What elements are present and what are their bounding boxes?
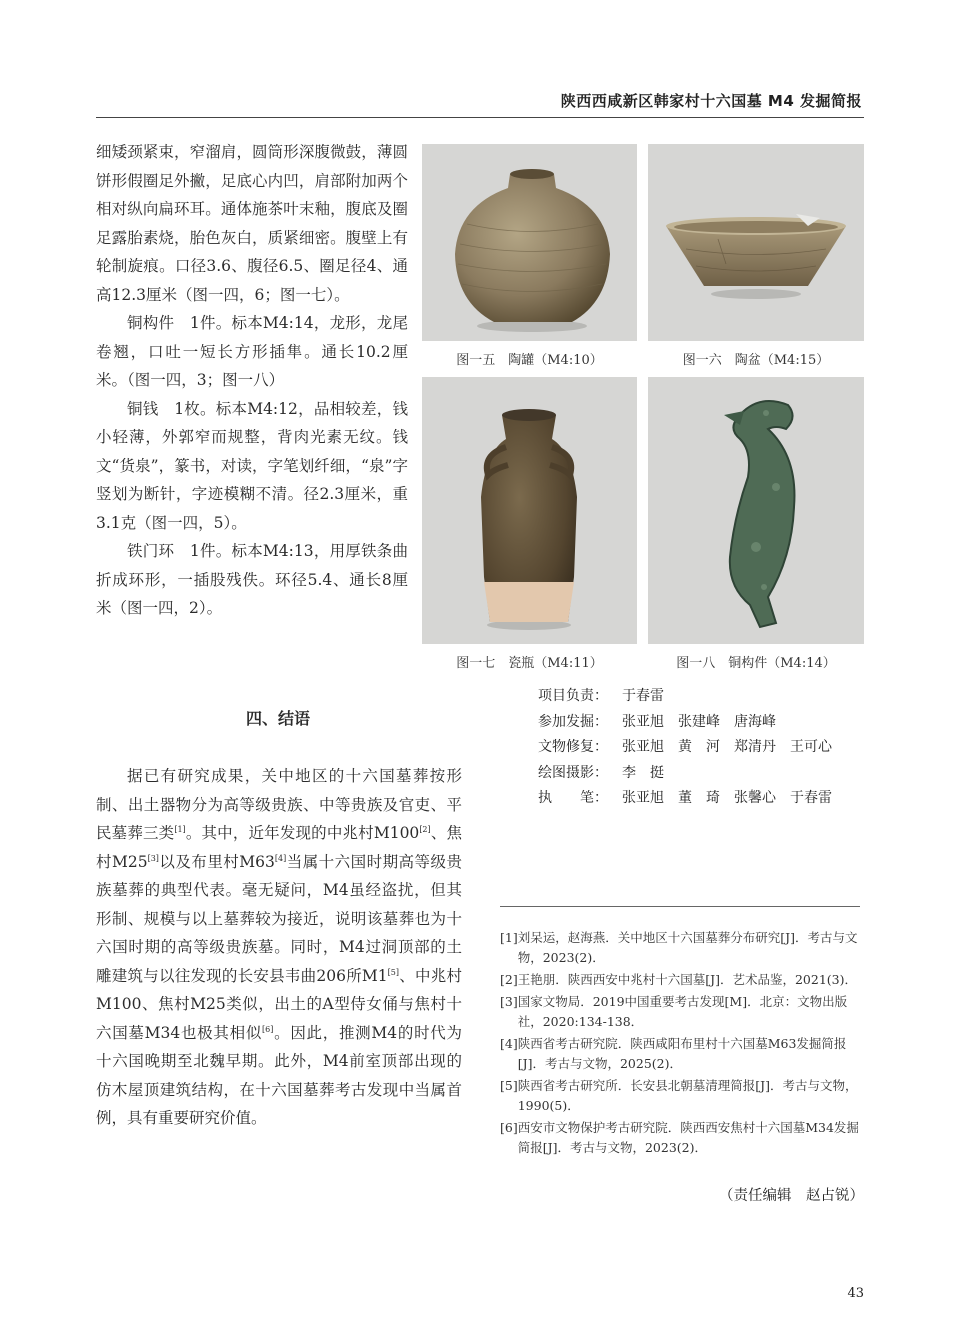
citation-1[interactable]: [1] [174, 824, 186, 834]
project-credits [538, 684, 846, 812]
reference-item: [6] 西安市文物保护考古研究院．陕西西安焦村十六国墓M34发掘简报[J]．考古与文物，2023(2)． [500, 1120, 859, 1155]
citation-3[interactable]: [3] [147, 853, 159, 863]
reference-item: [5] 陕西省考古研究所．长安县北朝墓清理简报[J]．考古与文物，1990(5)． [500, 1078, 858, 1113]
porcelain-vase-image [422, 377, 637, 644]
running-header: 陕西西咸新区韩家村十六国墓 M4 发掘简报 [560, 92, 862, 110]
references-list [500, 928, 866, 1160]
paragraph-bronze-fitting: 铜构件 1件。标本M4:14，龙形，龙尾卷翘，口吐一短长方形插隼。通长10.2厘米。（图一四，3；图一八） [96, 314, 408, 389]
paragraph-vase-description: 细矮颈紧束，窄溜肩，圆筒形深腹微鼓，薄圆饼形假圈足外撇，足底心内凹，肩部附加两个相对纵向扁环耳。通体施茶叶末釉，腹底及圈足露胎素烧，胎色灰白，质紧细密。腹壁上有轮制旋痕。口径3.6、腹径6.5、圈足径4、通高12.3厘米（图一四，6；图一七）。 [96, 143, 408, 304]
header-rule [96, 117, 864, 118]
pottery-basin-image [648, 144, 864, 341]
figure-porcelain-vase [422, 377, 637, 644]
citation-2[interactable]: [2] [419, 824, 431, 834]
citation-5[interactable]: [5] [387, 967, 400, 977]
reference-item: [2] 王艳朋．陕西西安中兆村十六国墓[J]．艺术品鉴，2021(3)． [500, 972, 858, 987]
credit-row-restoration: 文物修复： 张亚旭 黄 河 郑清丹 王可心 [538, 739, 832, 755]
responsible-editor: （责任编辑 赵占锐） [719, 1188, 864, 1204]
credit-row-authors: 执 笔： 张亚旭 董 琦 张馨心 于春雷 [538, 790, 832, 806]
credit-row-drawing-photography: 绘图摄影： 李 挺 [538, 764, 664, 781]
paragraph-iron-ring: 铁门环 1件。标本M4:13，用厚铁条曲折成环形，一插股残佚。环径5.4、通长8厘米（图一四，2）。 [96, 542, 408, 617]
reference-item: [4] 陕西省考古研究院．陕西咸阳布里村十六国墓M63发掘简报[J]．考古与文物，2025(2)． [500, 1036, 847, 1071]
references-rule [500, 906, 860, 907]
reference-item: [1] 刘呆运，赵海燕．关中地区十六国墓葬分布研究[J]．考古与文物，2023(2)． [500, 930, 858, 965]
figure-caption-17: 图一七 瓷瓶（M4:11） [456, 656, 603, 671]
credit-row-project-lead: 项目负责： 于春雷 [538, 688, 664, 704]
paragraph-bronze-coin: 铜钱 1枚。标本M4:12，品相较差，钱小轻薄，外郭窄而规整，背肉光素无纹。钱文“货泉”，篆书，对读，字笔划纤细，“泉”字竖划为断针，字迹模糊不清。径2.3厘米，重3.1克（图一四，5）。 [96, 399, 408, 532]
page-number: 43 [847, 1286, 864, 1301]
section-title: 四、结语 [245, 709, 310, 728]
bronze-fitting-image [648, 377, 864, 644]
left-column [96, 138, 408, 623]
conclusion-body [96, 762, 462, 1133]
citation-4[interactable]: [4] [274, 853, 287, 863]
figure-caption-18: 图一八 铜构件（M4:14） [676, 656, 836, 671]
figure-bronze-fitting [648, 377, 864, 644]
figure-pottery-basin [648, 144, 864, 341]
pottery-jar-image [422, 144, 637, 341]
credit-row-excavation: 参加发掘： 张亚旭 张建峰 唐海峰 [538, 713, 776, 730]
figure-pottery-jar [422, 144, 637, 341]
figure-caption-16: 图一六 陶盆（M4:15） [682, 353, 830, 368]
reference-item: [3] 国家文物局．2019中国重要考古发现[M]．北京：文物出版社，2020:134-138． [500, 994, 848, 1029]
conclusion-paragraph: 据已有研究成果，关中地区的十六国墓葬按形制、出土器物分为高等级贵族、中等贵族及官吏、平民墓葬三类[1]。其中，近年发现的中兆村M100[2]、焦村M25[3]以及布里村M63[4]当属十六国时期高等级贵族墓葬的典型代表。毫无疑问，M4虽经盗扰，但其形制、规模与以上墓葬较为接近，说明该墓葬也为十六国时期的高等级贵族墓。同时，M4过洞顶部的土雕建筑与以往发现的长安县韦曲206所M1[5]、中兆村M100、焦村M25类似，出土的A型侍女俑与焦村十六国墓M34也极其相似[6]。因此，推测M4的时代为十六国晚期至北魏早期。此外，M4前室顶部出现的仿木屋顶建筑结构，在十六国墓葬考古发现中当属首例，具有重要研究价值。 [96, 767, 462, 1127]
figure-caption-15: 图一五 陶罐（M4:10） [456, 353, 603, 368]
citation-6[interactable]: [6] [262, 1024, 274, 1034]
